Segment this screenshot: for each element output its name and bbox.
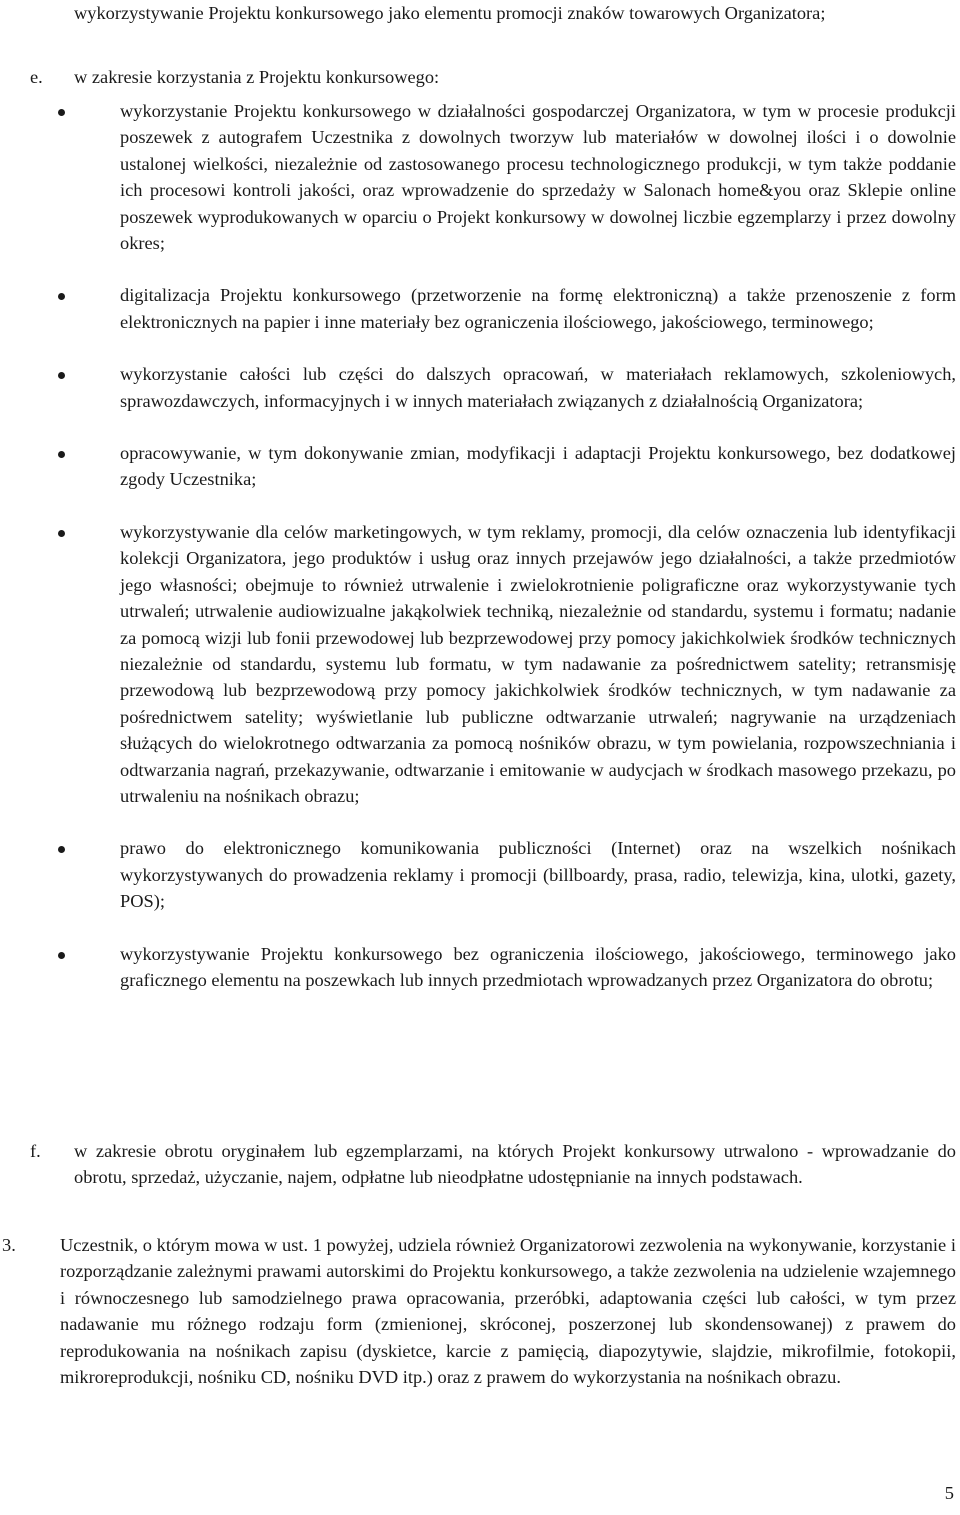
- page-number: 5: [944, 1483, 954, 1503]
- section-item-3: [0, 1232, 956, 1390]
- bullet-text: wykorzystanie całości lub części do dalszych opracowań, w materiałach reklamowych, szkoleniowych, sprawozdawczych, informacyjnych i w innych materiałach związanych z działalnością Organizatora;: [120, 364, 956, 411]
- list-item-e-label: e.: [30, 67, 43, 87]
- bullet-icon: [58, 451, 65, 458]
- bullet-item: [120, 361, 956, 414]
- bullet-item: [120, 835, 956, 914]
- bullet-text: digitalizacja Projektu konkursowego (przetworzenie na formę elektroniczną) a także przenoszenie z form elektronicznych na papier i inne materiały bez ograniczenia ilościowego, jakościowego, terminowego;: [120, 285, 956, 332]
- bullet-item: [120, 941, 956, 994]
- bullet-icon: [58, 293, 65, 300]
- list-item-f: [30, 1138, 956, 1191]
- bullet-item: [120, 98, 956, 256]
- bullet-list: [0, 98, 960, 993]
- section-item-3-label: 3.: [2, 1235, 16, 1255]
- bullet-text: wykorzystywanie dla celów marketingowych, w tym reklamy, promocji, dla celów oznaczenia lub identyfikacji kolekcji Organizatora, jego produktów i usług oraz innych przejawów jego działalności, a także przedmiotów jego własności; obejmuje to również utrwalenie i zwielokrotnienie poligraficzne oraz wykorzystywanie tych utrwaleń; utrwalenie audiowizualne jakąkolwiek techniką, niezależnie od standardu, systemu i formatu; nadanie za pomocą wizji lub fonii przewodowej lub bezprzewodowej przy pomocy jakichkolwiek środków technicznych niezależnie od standardu, systemu lub formatu, w tym nadawanie za pośrednictwem satelity; retransmisję przewodową lub bezprzewodową przy pomocy jakichkolwiek środków technicznych, w tym nadawanie za pośrednictwem satelity; wyświetlanie lub publiczne odtwarzanie utrwaleń; nagrywanie na urządzeniach służących do wielokrotnego odtwarzania za pomocą nośników obrazu, w tym powielania, rozpowszechniania i odtwarzania nagrań, przekazywanie, odtwarzanie i emitowanie w audycjach w środkach masowego przekazu, po utrwaleniu na nośnikach obrazu;: [120, 521, 956, 806]
- bullet-icon: [58, 952, 65, 959]
- bullet-icon: [58, 846, 65, 853]
- bullet-item: [120, 282, 956, 335]
- bullet-icon: [58, 372, 65, 379]
- bullet-text: opracowywanie, w tym dokonywanie zmian, modyfikacji i adaptacji Projektu konkursowego, bez dodatkowej zgody Uczestnika;: [120, 443, 956, 490]
- list-item-f-label: f.: [30, 1141, 41, 1161]
- bullet-text: wykorzystanie Projektu konkursowego w działalności gospodarczej Organizatora, w tym w procesie produkcji poszewek z autografem Uczestnika z dowolnych tworzyw lub materiałów w dowolnej ilości i o dowolnie ustalonej wielkości, niezależnie od zastosowanego procesu technologicznego produkcji, w tym także poddanie ich procesowi kontroli jakości, oraz wprowadzenie do sprzedaży w Salonach home&you oraz Sklepie online poszewek wyprodukowanych w oparciu o Projekt konkursowy w dowolnej liczbie egzemplarzy i przez dowolny okres;: [120, 101, 956, 254]
- intro-paragraph: wykorzystywanie Projektu konkursowego jako elementu promocji znaków towarowych Organizatora;: [74, 3, 826, 23]
- bullet-text: wykorzystywanie Projektu konkursowego bez ograniczenia ilościowego, jakościowego, terminowego jako graficznego elementu na poszewkach lub innych przedmiotach wprowadzanych przez Organizatora do obrotu;: [120, 943, 956, 990]
- bullet-icon: [58, 530, 65, 537]
- bullet-icon: [58, 109, 65, 116]
- bullet-item: [120, 519, 956, 809]
- list-item-e-text: w zakresie korzystania z Projektu konkursowego:: [74, 67, 440, 87]
- list-item-f-text: w zakresie obrotu oryginałem lub egzemplarzami, na których Projekt konkursowy utrwalono - wprowadzanie do obrotu, sprzedaż, użyczanie, najem, odpłatne lub nieodpłatne udostępnianie na innych podstawach.: [74, 1141, 956, 1188]
- bullet-text: prawo do elektronicznego komunikowania publiczności (Internet) oraz na wszelkich nośnikach wykorzystywanych do prowadzenia reklamy i promocji (billboardy, prasa, radio, telewizja, kina, ulotki, gazety, POS);: [120, 838, 956, 912]
- section-item-3-text: Uczestnik, o którym mowa w ust. 1 powyżej, udziela również Organizatorowi zezwolenia na wykonywanie, korzystanie i rozporządzanie zależnymi prawami autorskimi do Projektu konkursowego, a także zezwolenia na udzielenie wzajemnego i równoczesnego lub samodzielnego prawa opracowania, przeróbki, adaptowania części lub całości, w tym przez nadawanie mu różnego rodzaju form (zmienionej, skróconej, poszerzonej lub skondensowanej) z prawem do reprodukowania na nośnikach zapisu (dyskietce, karcie z pamięcią, diapozytywie, slajdzie, mikrofilmie, fotokopii, mikroreprodukcji, nośniku CD, nośniku DVD itp.) oraz z prawem do wykorzystania na nośnikach obrazu.: [60, 1235, 956, 1388]
- bullet-item: [120, 440, 956, 493]
